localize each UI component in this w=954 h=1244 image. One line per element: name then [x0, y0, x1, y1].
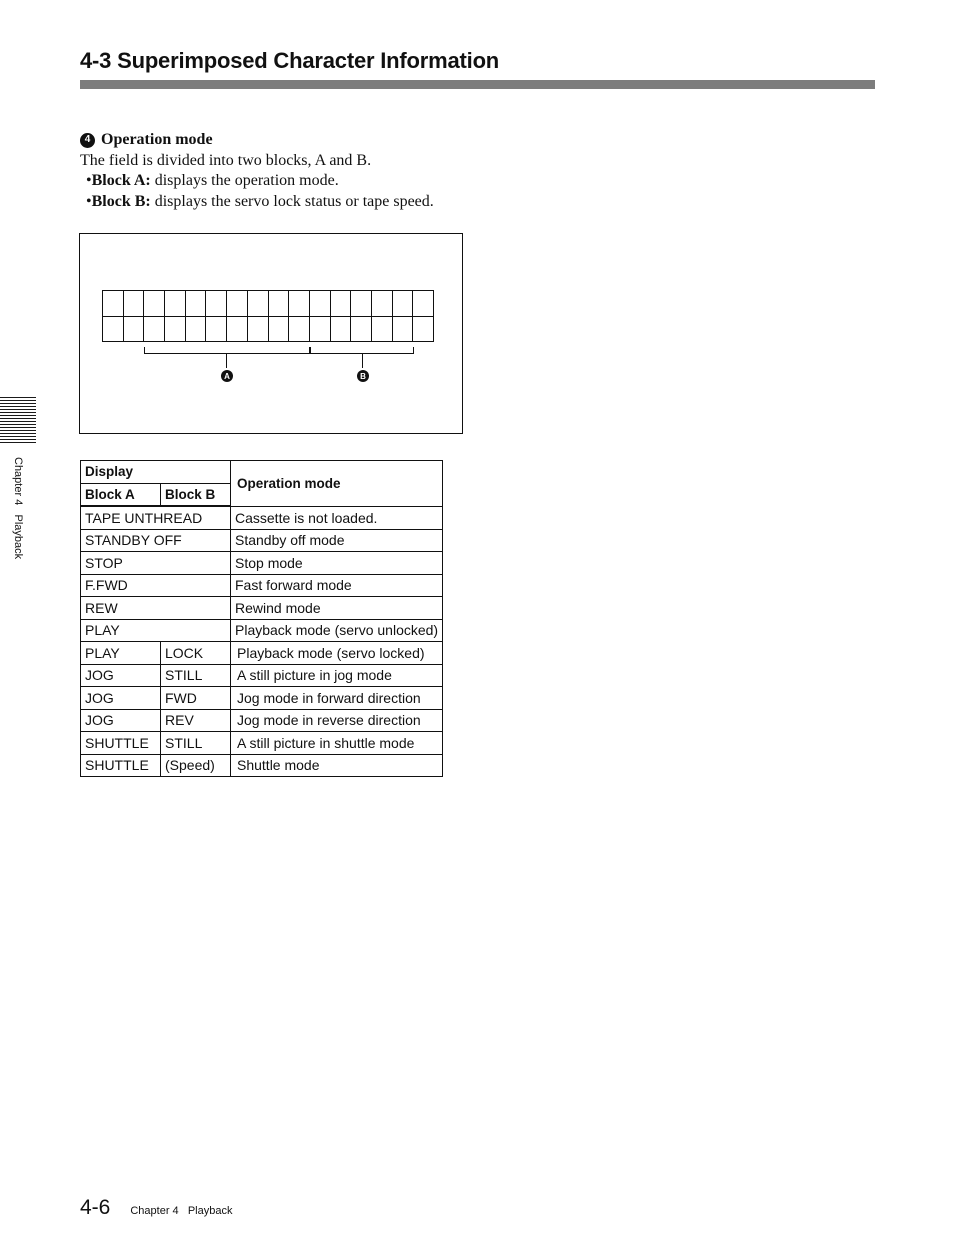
cell-block-a: TAPE UNTHREAD — [81, 506, 231, 529]
cell-operation-mode: A still picture in jog mode — [231, 664, 443, 687]
character-grid-wrapper — [102, 290, 434, 342]
cell-block-a: STANDBY OFF — [81, 529, 231, 552]
grid-cell — [309, 291, 330, 317]
table-row — [81, 642, 443, 665]
title-rule — [80, 80, 875, 89]
cell-block-b: REV — [161, 709, 231, 732]
table-row — [81, 687, 443, 710]
table-row — [81, 506, 443, 529]
cell-block-b: (Speed) — [161, 754, 231, 777]
grid-cell — [144, 291, 165, 317]
grid-cell — [144, 316, 165, 342]
operation-mode-section — [80, 130, 480, 212]
cell-operation-mode: Shuttle mode — [231, 754, 443, 777]
cell-block-a: PLAY — [81, 642, 161, 665]
cell-block-a: F.FWD — [81, 574, 231, 597]
grid-cell — [413, 316, 434, 342]
cell-block-a: REW — [81, 597, 231, 620]
cell-block-a: PLAY — [81, 619, 231, 642]
grid-cell — [165, 291, 186, 317]
cell-block-b: LOCK — [161, 642, 231, 665]
cell-operation-mode: Playback mode (servo unlocked) — [231, 619, 443, 642]
grid-cell — [289, 291, 310, 317]
chapter-thumb-tab — [0, 397, 36, 445]
grid-cell — [351, 291, 372, 317]
side-chapter-label: Chapter 4 Playback — [12, 457, 24, 560]
grid-cell — [247, 316, 268, 342]
table-row — [81, 664, 443, 687]
grid-cell — [268, 291, 289, 317]
grid-cell — [165, 316, 186, 342]
cell-operation-mode: Standby off mode — [231, 529, 443, 552]
bullet-term: Block A: — [91, 172, 151, 189]
block-b-bracket — [310, 347, 414, 354]
grid-cell — [206, 316, 227, 342]
page-footer — [80, 1196, 232, 1220]
page-number: 4-6 — [80, 1196, 111, 1219]
table-row — [81, 552, 443, 575]
header-block-a: Block A — [81, 483, 161, 506]
grid-cell — [330, 316, 351, 342]
block-a-marker-icon: A — [221, 370, 233, 382]
cell-operation-mode: Cassette is not loaded. — [231, 506, 443, 529]
grid-row — [103, 291, 434, 317]
grid-cell — [289, 316, 310, 342]
block-a-stem — [226, 354, 227, 368]
table-row — [81, 754, 443, 777]
heading-text: Operation mode — [101, 131, 213, 148]
bullet-text: displays the servo lock status or tape speed. — [150, 192, 434, 210]
grid-cell — [103, 316, 124, 342]
grid-row — [103, 316, 434, 342]
cell-block-a: SHUTTLE — [81, 732, 161, 755]
grid-cell — [392, 291, 413, 317]
grid-cell — [371, 291, 392, 317]
operation-mode-heading — [80, 130, 480, 151]
character-display-diagram — [79, 233, 463, 434]
grid-cell — [309, 316, 330, 342]
bullet-term: Block B: — [91, 192, 151, 210]
cell-block-a: JOG — [81, 687, 161, 710]
grid-cell — [227, 291, 248, 317]
character-grid — [102, 290, 434, 342]
bullet-block-b — [80, 192, 480, 213]
grid-cell — [103, 291, 124, 317]
cell-operation-mode: Playback mode (servo locked) — [231, 642, 443, 665]
grid-cell — [185, 291, 206, 317]
operation-mode-table — [80, 460, 443, 777]
table-row — [81, 529, 443, 552]
grid-cell — [247, 291, 268, 317]
grid-cell — [413, 291, 434, 317]
table-row — [81, 732, 443, 755]
grid-cell — [227, 316, 248, 342]
bullet-symbol: • — [86, 172, 92, 189]
bullet-text: displays the operation mode. — [150, 172, 339, 189]
cell-operation-mode: Stop mode — [231, 552, 443, 575]
grid-cell — [392, 316, 413, 342]
grid-cell — [330, 291, 351, 317]
table-row — [81, 574, 443, 597]
cell-block-a: JOG — [81, 709, 161, 732]
circled-number-icon: 4 — [80, 133, 95, 148]
grid-cell — [206, 291, 227, 317]
cell-block-a: JOG — [81, 664, 161, 687]
header-operation-mode: Operation mode — [231, 461, 443, 507]
bullet-block-a — [80, 171, 480, 192]
grid-cell — [268, 316, 289, 342]
block-b-marker-icon: B — [357, 370, 369, 382]
table-row — [81, 709, 443, 732]
section-title: 4-3 Superimposed Character Information — [80, 48, 500, 73]
cell-block-a: SHUTTLE — [81, 754, 161, 777]
grid-cell — [351, 316, 372, 342]
cell-block-a: STOP — [81, 552, 231, 575]
grid-cell — [123, 291, 144, 317]
table-row — [81, 619, 443, 642]
cell-operation-mode: A still picture in shuttle mode — [231, 732, 443, 755]
bullet-symbol: • — [86, 192, 92, 210]
cell-block-b: FWD — [161, 687, 231, 710]
cell-block-b: STILL — [161, 664, 231, 687]
footer-chapter-label: Chapter 4 Playback — [130, 1205, 233, 1217]
grid-cell — [123, 316, 144, 342]
grid-cell — [185, 316, 206, 342]
cell-block-b: STILL — [161, 732, 231, 755]
block-b-stem — [362, 354, 363, 368]
block-a-bracket — [144, 347, 310, 354]
cell-operation-mode: Jog mode in forward direction — [231, 687, 443, 710]
header-display: Display — [81, 461, 231, 484]
cell-operation-mode: Jog mode in reverse direction — [231, 709, 443, 732]
table-header-row — [81, 461, 443, 484]
header-block-b: Block B — [161, 483, 231, 506]
grid-cell — [371, 316, 392, 342]
intro-text: The field is divided into two blocks, A and B. — [80, 151, 372, 169]
cell-operation-mode: Rewind mode — [231, 597, 443, 620]
table-row — [81, 597, 443, 620]
cell-operation-mode: Fast forward mode — [231, 574, 443, 597]
